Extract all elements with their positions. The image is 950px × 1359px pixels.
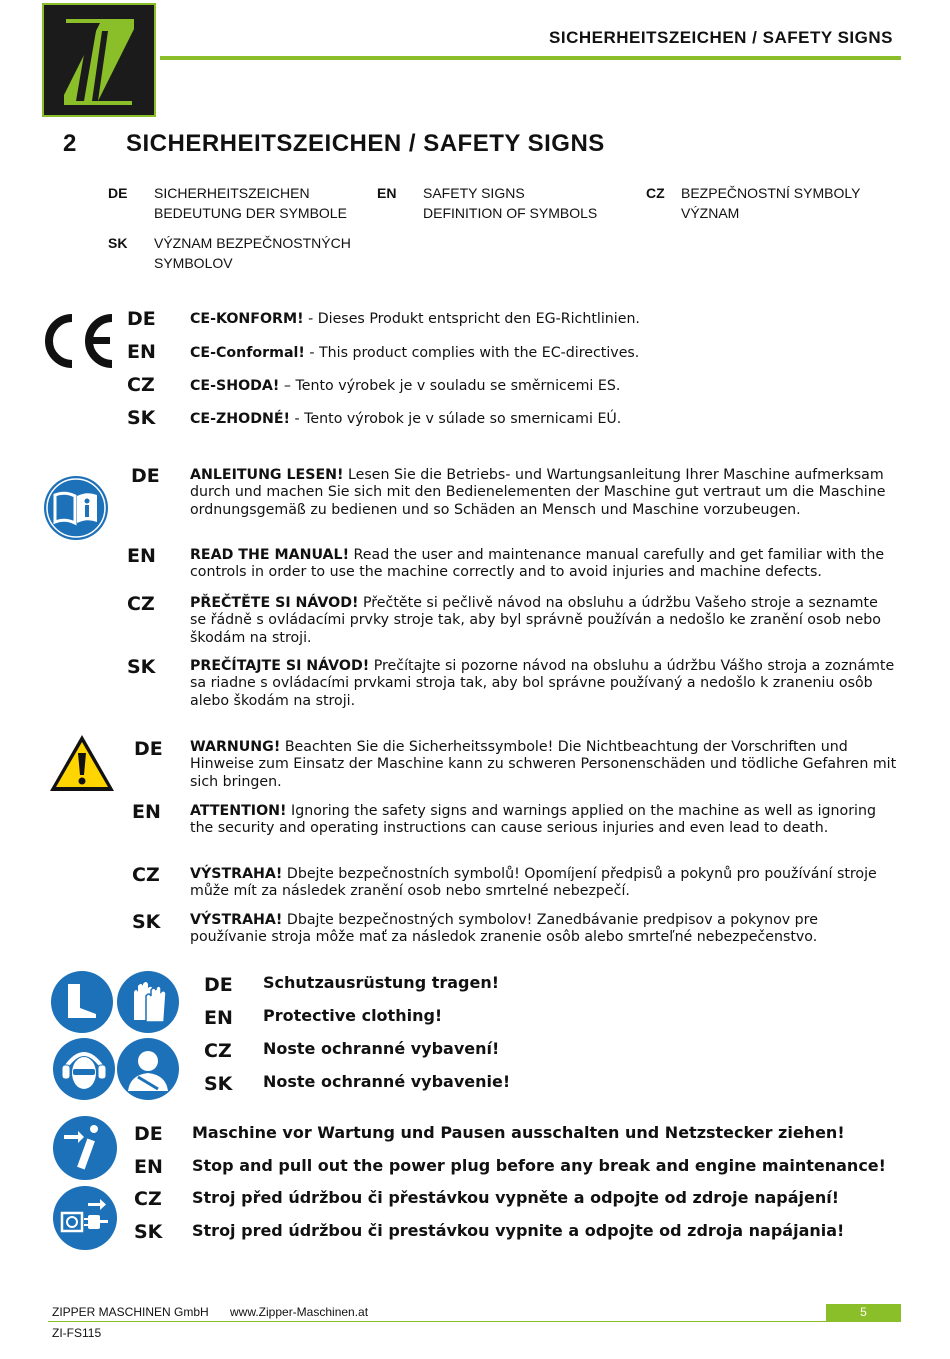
warning-code-sk: SK [132, 911, 161, 933]
lang-heading-en: SAFETY SIGNS DEFINITION OF SYMBOLS [423, 185, 598, 221]
protective-text-cz: Noste ochranné vybavení! [263, 1039, 500, 1058]
ce-mark-icon [40, 312, 118, 374]
unplug-text-en: Stop and pull out the power plug before any break and engine maintenance! [192, 1156, 886, 1175]
ce-code-sk: SK [127, 407, 156, 429]
ce-text-sk: CE-ZHODNÉ! - Tento výrobok je v súlade so smernicami EÚ. [190, 411, 622, 427]
read-manual-icon [43, 475, 109, 545]
header-rule [160, 56, 901, 60]
lang-heading-cz: BEZPEČNOSTNÍ SYMBOLY VÝZNAM [681, 185, 861, 221]
manual-text-sk: PREČÍTAJTE SI NÁVOD! Prečítajte si pozorne návod na obsluhu a údržbu Vášho stroja a zoznámte sa riadne s ovládacími prvkami stroja tak, aby bol správne používaný a nedošlo k zraneniu osôb alebo škodám na stroji. [190, 658, 895, 709]
lang-code-sk: SK [108, 235, 128, 251]
manual-text-en: READ THE MANUAL! Read the user and maintenance manual carefully and get familiar with the controls in order to use the machine correctly and to avoid injuries and machine defects. [190, 547, 885, 581]
header-title: SICHERHEITSZEICHEN / SAFETY SIGNS [549, 28, 893, 47]
lang-heading-sk: VÝZNAM BEZPEČNOSTNÝCH SYMBOLOV [154, 235, 351, 271]
unplug-code-en: EN [134, 1156, 163, 1178]
warning-code-de: DE [134, 738, 163, 760]
warning-triangle-icon [48, 733, 116, 797]
unplug-text-cz: Stroj před údržbou či přestávkou vypněte a odpojte od zdroje napájení! [192, 1188, 840, 1207]
protective-text-de: Schutzausrüstung tragen! [263, 973, 500, 992]
lang-code-de: DE [108, 185, 128, 201]
unplug-icon [52, 1185, 118, 1255]
ce-code-cz: CZ [127, 374, 155, 396]
unplug-text-sk: Stroj pred údržbou či prestávkou vypnite a odpojte od zdroja napájania! [192, 1221, 845, 1240]
manual-text-de: ANLEITUNG LESEN! Lesen Sie die Betriebs- und Wartungsanleitung Ihrer Maschine aufmerksam durch und machen Sie sich mit den Bedienelementen der Maschine gut vertraut um die Maschine ordnungsgemäß zu bedienen und so Schäden an Mensch und Maschine vorzubeugen. [190, 467, 886, 518]
warning-text-en: ATTENTION! Ignoring the safety signs and warnings applied on the machine as well as ignoring the security and operating instructions can cause serious injuries and even lead to death. [190, 803, 876, 837]
protective-code-de: DE [204, 974, 233, 996]
ce-code-en: EN [127, 341, 156, 363]
protective-text-sk: Noste ochranné vybavenie! [263, 1072, 511, 1091]
section-title: SICHERHEITSZEICHEN / SAFETY SIGNS [126, 130, 605, 157]
unplug-code-sk: SK [134, 1221, 163, 1243]
protective-code-cz: CZ [204, 1040, 232, 1062]
safety-boots-icon [50, 970, 114, 1038]
footer-rule [48, 1321, 901, 1322]
ce-text-de: CE-KONFORM! - Dieses Produkt entspricht den EG-Richtlinien. [190, 311, 640, 327]
ce-text-cz: CE-SHODA! – Tento výrobek je v souladu se směrnicemi ES. [190, 378, 621, 394]
zipper-logo [42, 3, 156, 117]
unplug-code-cz: CZ [134, 1188, 162, 1210]
manual-code-de: DE [131, 465, 160, 487]
manual-code-en: EN [127, 545, 156, 567]
protective-clothing-icon [116, 1037, 180, 1105]
warning-text-sk: VÝSTRAHA! Dbajte bezpečnostných symbolov! Zanedbávanie predpisov a pokynov pre používanie stroja môže mať za následok zranenie osôb alebo smrteľné nebezpečenstvo. [190, 912, 818, 946]
ce-code-de: DE [127, 308, 156, 330]
footer-model: ZI-FS115 [52, 1326, 102, 1340]
section-number: 2 [63, 130, 77, 157]
warning-code-en: EN [132, 801, 161, 823]
unplug-code-de: DE [134, 1123, 163, 1145]
manual-text-cz: PŘEČTĚTE SI NÁVOD! Přečtěte si pečlivě návod na obsluhu a údržbu Vašeho stroje a seznamte se řádně s ovládacími prvky stroje tak, aby byl správně používán a nedošlo ke zranění osob nebo škodám na stroji. [190, 595, 881, 646]
unplug-text-de: Maschine vor Wartung und Pausen ausschalten und Netzstecker ziehen! [192, 1123, 845, 1142]
lang-code-en: EN [377, 185, 397, 201]
warning-code-cz: CZ [132, 864, 160, 886]
footer-company: ZIPPER MASCHINEN GmbH [52, 1305, 209, 1319]
ear-eye-protection-icon [52, 1037, 116, 1105]
manual-code-sk: SK [127, 656, 156, 678]
warning-text-cz: VÝSTRAHA! Dbejte bezpečnostních symbolů! Opomíjení předpisů a pokynů pro používání stroje může mít za následek zranění osob nebo smrtelné nebezpečí. [190, 866, 877, 900]
lang-heading-de: SICHERHEITSZEICHEN BEDEUTUNG DER SYMBOLE [154, 185, 347, 221]
lang-code-cz: CZ [646, 185, 665, 201]
footer-url[interactable]: www.Zipper-Maschinen.at [230, 1305, 369, 1319]
protective-code-en: EN [204, 1007, 233, 1029]
switch-off-icon [52, 1115, 118, 1185]
page-number: 5 [826, 1304, 901, 1321]
safety-gloves-icon [116, 970, 180, 1038]
protective-code-sk: SK [204, 1073, 233, 1095]
manual-code-cz: CZ [127, 593, 155, 615]
ce-text-en: CE-Conformal! - This product complies with the EC-directives. [190, 345, 640, 361]
protective-text-en: Protective clothing! [263, 1006, 443, 1025]
warning-text-de: WARNUNG! Beachten Sie die Sicherheitssymbole! Die Nichtbeachtung der Vorschriften und Hinweise zum Einsatz der Maschine kann zu schweren Personenschäden und tödliche Gefahren mit sich bringen. [190, 739, 897, 790]
